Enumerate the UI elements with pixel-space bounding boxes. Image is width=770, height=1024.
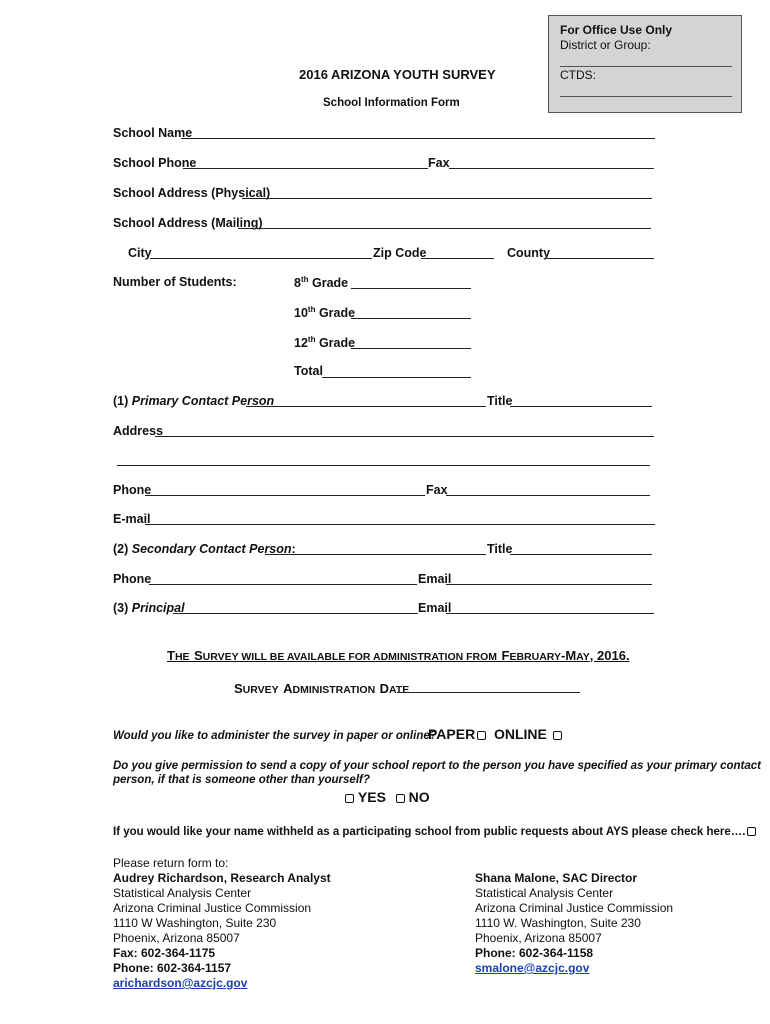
school-fax-label: Fax — [428, 156, 450, 170]
office-use-heading: For Office Use Only — [560, 23, 673, 37]
school-name-field[interactable] — [181, 138, 655, 139]
online-checkbox[interactable] — [553, 731, 562, 740]
no-checkbox[interactable] — [396, 794, 405, 803]
principal-email-field[interactable] — [446, 613, 654, 614]
zip-field[interactable] — [421, 258, 494, 259]
right-contact-street: 1110 W. Washington, Suite 230 — [475, 916, 641, 930]
left-contact-email-link[interactable]: arichardson@azcjc.gov — [113, 976, 248, 990]
address-mailing-field[interactable] — [238, 228, 651, 229]
principal-field[interactable] — [173, 613, 418, 614]
school-phone-field[interactable] — [183, 168, 428, 169]
no-label: NO — [408, 789, 430, 805]
left-contact-city: Phoenix, Arizona 85007 — [113, 931, 240, 945]
school-phone-label: School Phone — [113, 156, 197, 170]
left-contact-phone: Phone: 602-364-1157 — [113, 961, 232, 975]
left-contact-street: 1110 W Washington, Suite 230 — [113, 916, 277, 930]
right-contact-email-link[interactable]: smalone@azcjc.gov — [475, 961, 590, 975]
right-contact-org2: Arizona Criminal Justice Commission — [475, 901, 674, 915]
contact-fax-field[interactable] — [446, 495, 650, 496]
form-subtitle: School Information Form — [323, 97, 460, 109]
secondary-phone-field[interactable] — [149, 584, 417, 585]
county-label: County — [507, 246, 551, 260]
right-contact-name: Shana Malone, SAC Director — [475, 871, 638, 885]
ctds-label: CTDS: — [560, 68, 596, 82]
contact-fax-label: Fax — [426, 483, 448, 497]
return-intro: Please return form to: — [113, 856, 229, 870]
num-students-label: Number of Students: — [113, 275, 237, 289]
right-contact-org1: Statistical Analysis Center — [475, 886, 614, 900]
address-mailing-label: School Address (Mailing) — [113, 216, 263, 230]
secondary-title-field[interactable] — [510, 554, 652, 555]
availability-notice: THE SURVEY WILL BE AVAILABLE FOR ADMINISTRATION FROM FEBRUARY-MAY, 2016. — [167, 648, 630, 663]
school-fax-field[interactable] — [449, 168, 654, 169]
principal-label: (3) Principal — [113, 601, 185, 615]
right-contact-phone: Phone: 602-364-1158 — [475, 946, 594, 960]
left-contact-org1: Statistical Analysis Center — [113, 886, 252, 900]
county-field[interactable] — [547, 258, 654, 259]
grade12-field[interactable] — [351, 348, 471, 349]
total-label: Total — [294, 364, 323, 378]
secondary-phone-label: Phone — [113, 572, 152, 586]
total-field[interactable] — [322, 377, 471, 378]
mode-question: Would you like to administer the survey in paper or online? — [113, 730, 437, 742]
admin-date-field[interactable] — [397, 692, 580, 693]
city-label: City — [128, 246, 152, 260]
right-contact-city: Phoenix, Arizona 85007 — [475, 931, 602, 945]
grade8-field[interactable] — [351, 288, 471, 289]
district-label: District or Group: — [560, 38, 651, 52]
contact-address-label: Address — [113, 424, 164, 438]
principal-email-label: Email — [418, 601, 452, 615]
yes-label: YES — [357, 789, 386, 805]
yes-checkbox[interactable] — [345, 794, 354, 803]
admin-date-label: SURVEY ADMINISTRATION DATE — [234, 681, 410, 696]
primary-contact-label: (1) Primary Contact Person — [113, 394, 275, 408]
contact-address-field[interactable] — [155, 436, 654, 437]
online-label: ONLINE — [493, 726, 547, 742]
zip-label: Zip Code — [373, 246, 427, 260]
primary-title-label: Title — [487, 394, 513, 408]
permission-question-line2: person, if that is someone other than yourself? — [113, 774, 370, 786]
grade10-field[interactable] — [351, 318, 471, 319]
left-contact-name: Audrey Richardson, Research Analyst — [113, 871, 331, 885]
withheld-checkbox[interactable] — [747, 827, 756, 836]
grade10-label: 10th Grade — [294, 305, 356, 321]
district-line[interactable] — [560, 66, 732, 67]
school-name-label: School Name — [113, 126, 193, 140]
city-field[interactable] — [150, 258, 372, 259]
secondary-title-label: Title — [487, 542, 513, 556]
secondary-contact-field[interactable] — [265, 554, 486, 555]
permission-question-line1: Do you give permission to send a copy of your school report to the person you have specified as your primary contact — [113, 760, 761, 772]
ctds-line[interactable] — [560, 96, 732, 97]
withheld-question: If you would like your name withheld as a participating school from public requests about AYS please check here…. — [113, 826, 756, 838]
grade8-label: 8th Grade — [294, 275, 349, 291]
permission-options — [343, 789, 430, 805]
primary-contact-field[interactable] — [246, 406, 486, 407]
secondary-email-label: Email — [418, 572, 452, 586]
secondary-email-field[interactable] — [446, 584, 652, 585]
contact-phone-field[interactable] — [145, 495, 425, 496]
paper-checkbox[interactable] — [477, 731, 486, 740]
contact-address-field-2[interactable] — [117, 465, 650, 466]
left-contact-fax: Fax: 602-364-1175 — [113, 946, 216, 960]
paper-label: PAPER — [428, 726, 476, 742]
mode-options — [428, 726, 562, 742]
address-physical-field[interactable] — [242, 198, 652, 199]
contact-email-label: E-mail — [113, 512, 151, 526]
grade12-label: 12th Grade — [294, 335, 356, 351]
contact-phone-label: Phone — [113, 483, 152, 497]
primary-title-field[interactable] — [510, 406, 652, 407]
contact-email-field[interactable] — [145, 524, 655, 525]
office-use-box — [548, 15, 742, 113]
address-physical-label: School Address (Physical) — [113, 186, 271, 200]
left-contact-org2: Arizona Criminal Justice Commission — [113, 901, 312, 915]
secondary-contact-label: (2) Secondary Contact Person: — [113, 542, 296, 556]
form-title: 2016 ARIZONA YOUTH SURVEY — [299, 67, 496, 82]
